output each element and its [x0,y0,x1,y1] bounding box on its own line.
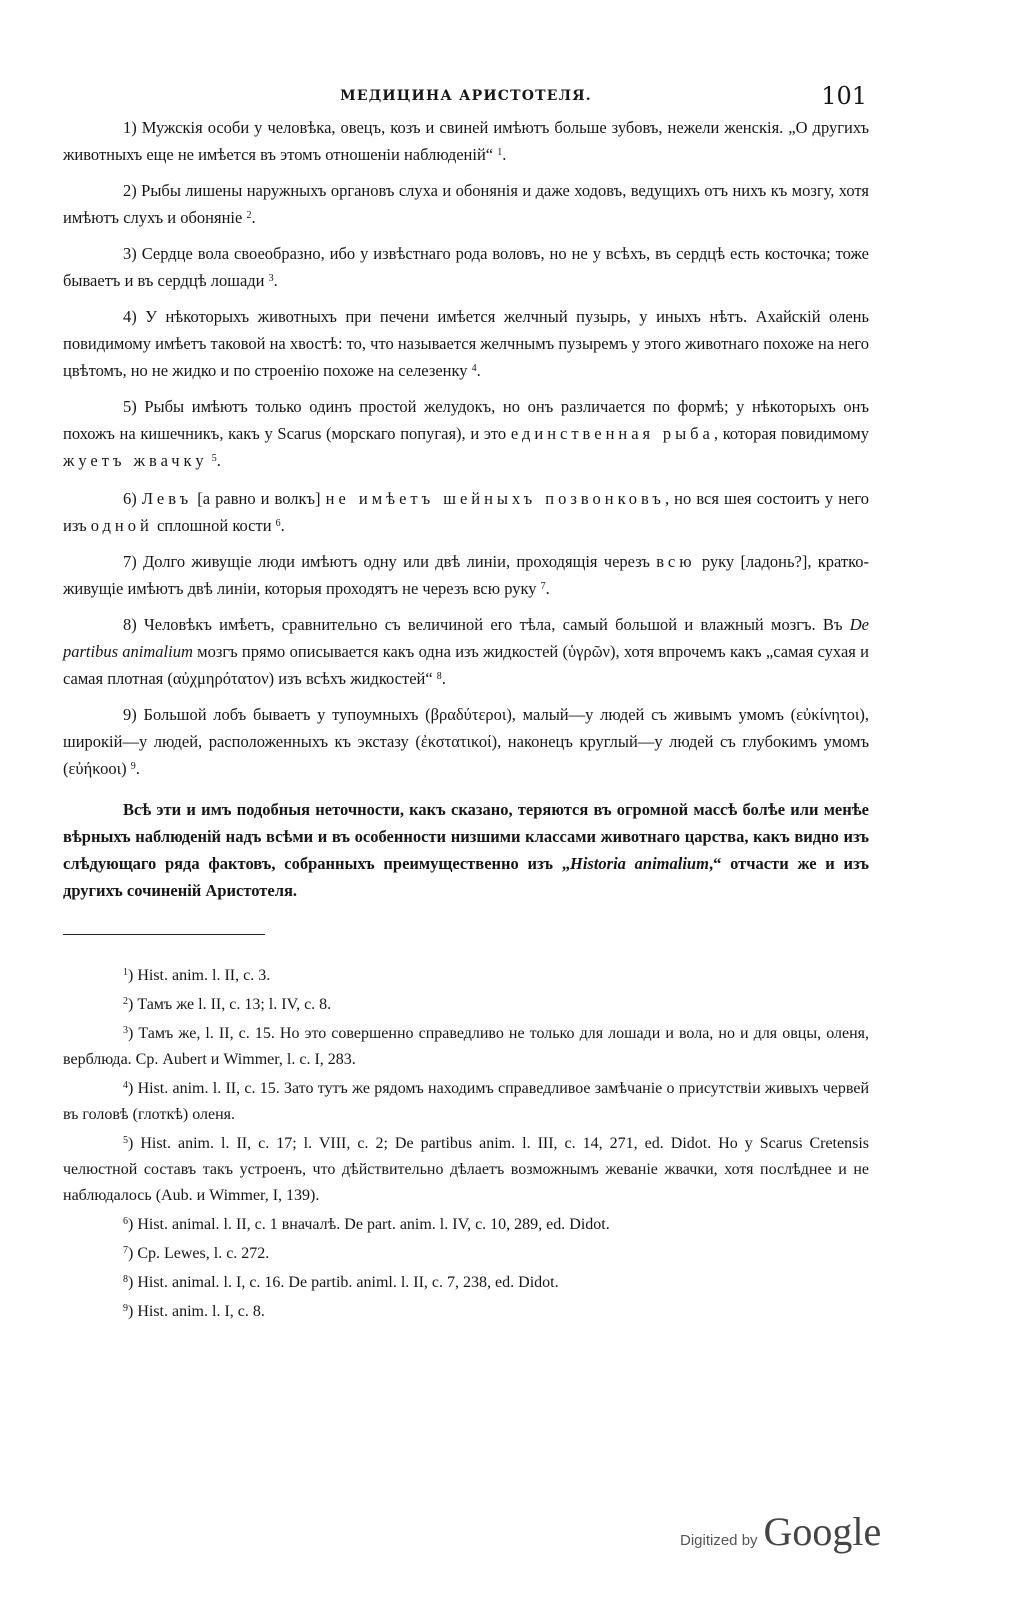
footnote-ref[interactable]: 2 [246,210,252,221]
item-4 [63,303,869,384]
item-text: руку [ладонь?], кратко-живущіе имѣютъ двѣ линіи, которыя проходятъ не черезъ всю руку [63,552,870,598]
item-1 [63,114,869,168]
item-tail: . [280,516,285,535]
body-paragraph [63,796,869,904]
footnote-text: ) Ср. Lewes, l. c. 272. [128,1245,270,1262]
item-text: 3) Сердце вола своеобразно, ибо у извѣстнаго рода воловъ, но не у всѣхъ, въ сердцѣ есть косточка; тоже бываетъ и въ сердцѣ лошади [63,244,869,290]
digitized-label: Digitized by [680,1532,758,1549]
footnote-text: ) Hist. anim. l. II, c. 17; l. VIII, c. 2; De partibus anim. l. III, c. 14, 271, ed. Didot. Но у Scarus Cretensis челюстной составъ такъ устроенъ, что дѣйствительно дѣлаетъ возможнымъ жеваніе жвачки, хотя послѣднее и не наблюдалось (Aub. и Wimmer, I, 139). [63,1135,869,1204]
item-text: 7) Долго живущіе люди имѣютъ одну или двѣ линіи, проходящія черезъ [123,552,657,571]
footnote-mark: 1 [123,967,128,978]
footnote-9 [63,1299,869,1325]
item-3 [63,240,869,294]
footnote-text: ) Hist. animal. l. II, c. 1 вначалѣ. De part. anim. l. IV, c. 10, 289, ed. Didot. [128,1216,610,1233]
emphasis-spaced: не имѣетъ шейныхъ позвонковъ [325,489,665,508]
footnote-ref[interactable]: 9 [130,761,136,772]
footnote-divider [63,934,265,935]
footnote-mark: 4 [123,1080,128,1091]
footnote-mark: 2 [123,996,128,1007]
footnote-text: ) Hist. anim. l. I, c. 8. [128,1303,265,1320]
item-text: 2) Рыбы лишены наружныхъ органовъ слуха и обонянія и даже ходовъ, ведущихъ отъ нихъ къ мозгу, хотя имѣютъ слухъ и обоняніе [63,181,869,227]
footnote-mark: 6 [123,1216,128,1227]
item-text: [а равно и волкъ] [192,489,326,508]
running-title: МЕДИЦИНА АРИСТОТЕЛЯ. [340,88,592,104]
footnote-5 [63,1131,869,1209]
item-tail: . [502,145,507,164]
footnote-mark: 8 [123,1274,128,1285]
footnote-6 [63,1212,869,1238]
footnote-2 [63,992,869,1018]
item-7 [63,548,869,602]
item-6 [63,485,869,539]
running-header [63,82,869,114]
footnote-text: ) Тамъ же l. II, c. 13; l. IV, c. 8. [128,996,332,1013]
emphasis-spaced: одной [90,516,153,535]
item-text: , которая повидимому [713,424,869,443]
item-text: 6) [123,489,142,508]
footnote-text: ) Тамъ же, l. II, c. 15. Но это совершенно справедливо не только для лошади и вола, но и для овцы, оленя, верблюда. Ср. Aubert и Wimmer, l. c. I, 283. [63,1025,869,1068]
emphasis-spaced: Левъ [141,489,193,508]
item-9 [63,701,869,782]
item-8 [63,611,869,692]
footnote-1 [63,963,869,989]
item-tail: . [441,669,446,688]
footnote-text: ) Hist. anim. l. II, c. 15. Зато тутъ же рядомъ находимъ справедливое замѣчаніе о присутствіи живыхъ червей въ головѣ (глоткѣ) оленя. [63,1080,869,1123]
footnote-ref[interactable]: 4 [471,363,477,374]
footnote-mark: 9 [123,1303,128,1314]
digitized-by-watermark [680,1508,881,1555]
item-text: 8) Человѣкъ имѣетъ, сравнительно съ величиной его тѣла, самый большой и влажный мозгъ. Въ [123,615,850,634]
item-tail: . [545,579,550,598]
footnote-ref[interactable]: 8 [436,671,442,682]
footnote-4 [63,1076,869,1128]
latin-title-italic: Historia animalium [570,854,709,873]
item-tail: . [135,759,140,778]
emphasis-spaced: всю [656,552,696,571]
footnote-ref[interactable]: 6 [275,518,281,529]
footnote-7 [63,1241,869,1267]
page-number: 101 [821,82,867,110]
body-text: ,“ отчасти же и изъ другихъ сочиненій Аристотеля. [63,854,869,900]
footnote-ref[interactable]: 7 [540,581,546,592]
item-text: 9) Большой лобъ бываетъ у тупоумныхъ (βραδύτεροι), малый—у людей съ живымъ умомъ (εὐκίνητοι), широкій—у людей, расположенныхъ къ экстазу (ἐκστατικοί), наконецъ круглый—у людей съ глубокимъ умомъ (εὐήκοοι) [63,705,869,778]
item-text: 5) Рыбы имѣютъ только одинъ простой желудокъ, но онъ различается по формѣ; у нѣкоторыхъ онъ похожъ на кишечникъ, какъ у Scarus (морскаго попугая), и это [63,397,869,443]
footnote-mark: 7 [123,1245,128,1256]
footnote-8 [63,1270,869,1296]
item-text: сплошной кости [152,516,276,535]
footnote-ref[interactable]: 1 [497,147,503,158]
item-tail: . [216,451,221,470]
item-text: 1) Мужскія особи у человѣка, овецъ, козъ и свиней имѣютъ больше зубовъ, нежели женскія. „О другихъ животныхъ еще не имѣется въ этомъ отношеніи наблюденій“ [63,118,869,164]
footnote-mark: 3 [123,1025,128,1036]
footnote-ref[interactable]: 3 [268,273,274,284]
footnote-mark: 5 [123,1135,128,1146]
latin-title-italic: De partibus animalium [63,615,869,661]
google-logo: Google [763,1509,882,1554]
item-tail: . [251,208,256,227]
item-tail: . [273,271,278,290]
emphasis-spaced: единственная рыба [510,424,714,443]
item-2 [63,177,869,231]
footnote-text: ) Hist. animal. l. I, c. 16. De partib. animl. l. II, c. 7, 238, ed. Didot. [128,1274,559,1291]
emphasis-spaced: жуетъ жвачку [63,451,208,470]
body-text: Всѣ эти и имъ подобныя неточности, какъ сказано, теряются въ огромной массѣ болѣе или менѣе вѣрныхъ наблюденій надъ всѣми и въ особенности низшими классами животнаго царства, какъ видно изъ слѣдующаго ряда фактовъ, собранныхъ преимущественно изъ „ [63,800,869,873]
item-text: мозгъ прямо описывается какъ одна изъ жидкостей (ὑγρῶν), хотя впрочемъ какъ „самая сухая и самая плотная (αὐχμηρότατον) изъ всѣхъ жидкостей“ [63,642,869,688]
footnote-text: ) Hist. anim. l. II, c. 3. [128,967,271,984]
page [63,82,869,1328]
footnote-3 [63,1021,869,1073]
item-text: , но вся шея состоитъ у него изъ [63,489,869,535]
item-text: 4) У нѣкоторыхъ животныхъ при печени имѣется желчный пузырь, у иныхъ нѣтъ. Ахайскій олень повидимому имѣетъ таковой на хвостѣ: то, что называется желчнымъ пузыремъ у этого животнаго похоже на него цвѣтомъ, но не жидко и по строенію похоже на селезенку [63,307,869,380]
item-5 [63,393,869,474]
footnote-ref[interactable]: 5 [211,453,217,464]
item-tail: . [476,361,481,380]
footnotes [63,963,869,1325]
